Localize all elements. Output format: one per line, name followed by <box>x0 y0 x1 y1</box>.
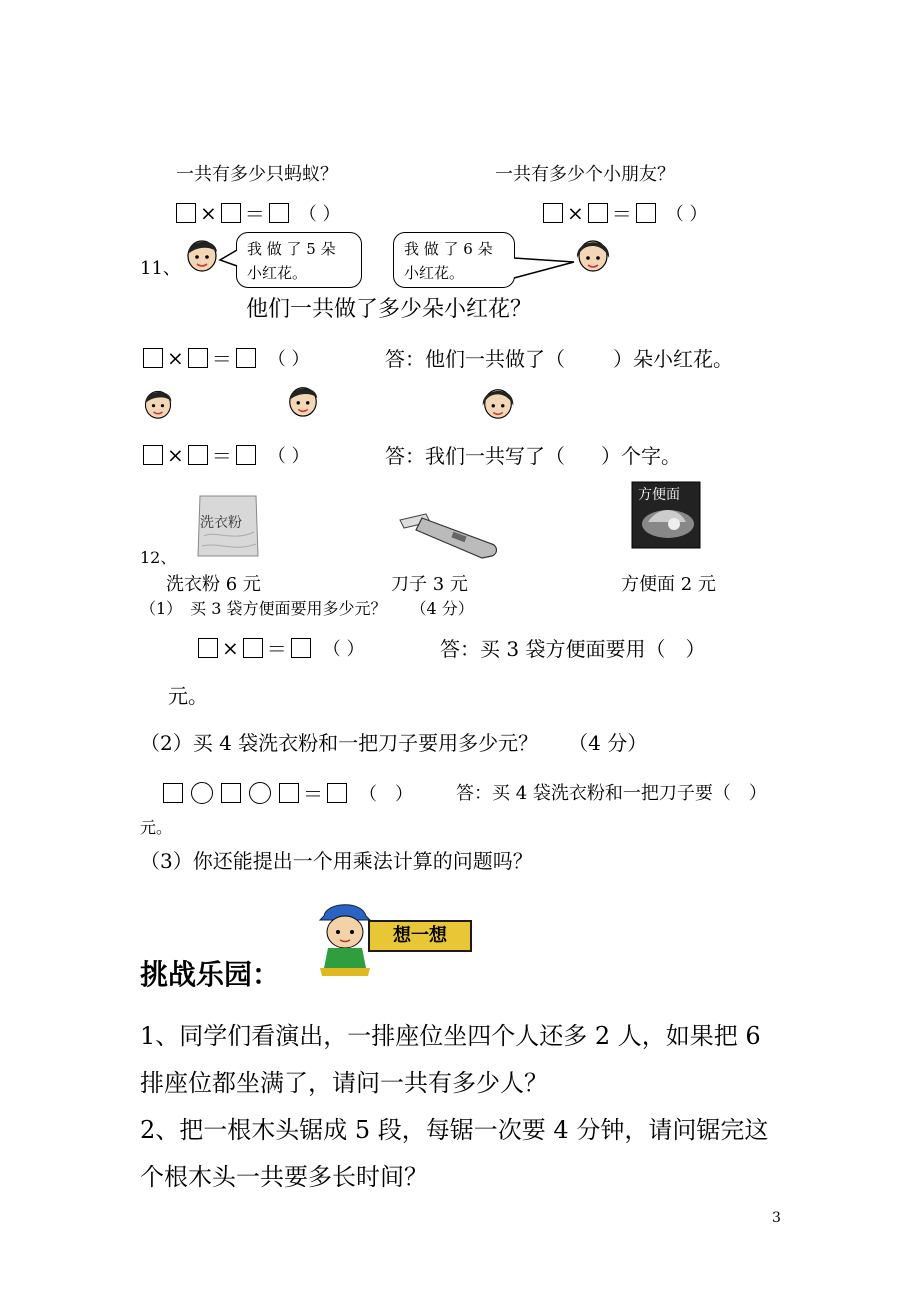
times-sign: × <box>567 200 584 225</box>
challenge-line-2: 排座位都坐满了，请问一共有多少人？ <box>140 1069 548 1097</box>
think-sign: 想一想 <box>368 920 472 952</box>
q10-right-question: 一共有多少个小朋友？ <box>495 164 675 185</box>
challenge-line-4: 个根木头一共要多长时间？ <box>140 1163 428 1191</box>
q12-answer-2: 答：买 4 袋洗衣粉和一把刀子要（ ） <box>456 783 767 804</box>
answer-box[interactable] <box>236 445 256 465</box>
equals-sign: ＝ <box>244 202 265 226</box>
answer-box[interactable] <box>588 203 608 223</box>
bubble-line: 小红花。 <box>247 264 308 282</box>
equals-sign: ＝ <box>611 202 632 226</box>
bubble-line: 小红花。 <box>404 264 465 282</box>
q11-number: 11、 <box>140 258 181 279</box>
times-sign: × <box>200 200 217 225</box>
q12-part3: （3）你还能提出一个用乘法计算的问题吗？ <box>140 849 533 873</box>
answer-box[interactable] <box>163 783 183 803</box>
answer-box[interactable] <box>143 348 163 368</box>
answer-box[interactable] <box>279 783 299 803</box>
girl-icon <box>573 234 613 274</box>
answer-box[interactable] <box>221 203 241 223</box>
q12-part2: （2）买 4 袋洗衣粉和一把刀子要用多少元？ （4 分） <box>140 731 648 755</box>
operator-circle[interactable] <box>249 782 271 804</box>
q12-number: 12、 <box>140 548 177 567</box>
answer-box[interactable] <box>543 203 563 223</box>
unit-paren[interactable]: （ ） <box>665 203 708 225</box>
item-label-noodles: 方便面 2 元 <box>621 574 716 595</box>
bubble-tail-left <box>218 248 242 270</box>
detergent-pack-text: 洗衣粉 <box>200 515 242 531</box>
q12-answer-1: 答：买 3 袋方便面要用（ ） <box>440 637 706 661</box>
equals-sign: ＝ <box>266 637 287 661</box>
times-sign: × <box>167 345 184 370</box>
boy-icon <box>285 380 321 420</box>
utility-knife-icon <box>396 508 502 562</box>
answer-suffix: ）朵小红花。 <box>613 347 733 371</box>
unit-paren[interactable]: （ ） <box>298 203 341 225</box>
item-label-knife: 刀子 3 元 <box>391 574 468 595</box>
q10-left-equation <box>176 198 341 227</box>
q11-equation-2 <box>143 440 310 469</box>
bubble-tail-right <box>512 248 578 282</box>
noodle-pack-text: 方便面 <box>638 487 680 503</box>
answer-prefix: 答：我们一共写了（ <box>385 444 565 468</box>
times-sign: × <box>167 442 184 467</box>
answer-prefix: 答：他们一共做了（ <box>385 347 565 371</box>
q10-left-question: 一共有多少只蚂蚁？ <box>176 164 338 185</box>
unit-paren[interactable]: （ ） <box>267 445 310 467</box>
answer-box[interactable] <box>143 445 163 465</box>
bubble-line: 我 做 了 6 朵 <box>404 240 493 258</box>
answer-box[interactable] <box>327 783 347 803</box>
boy-icon <box>141 384 175 422</box>
q10-right-equation <box>543 198 708 227</box>
q11-answer-1 <box>385 343 733 372</box>
q11-question: 他们一共做了多少朵小红花？ <box>246 297 533 322</box>
operator-circle[interactable] <box>191 782 213 804</box>
speech-bubble-left <box>236 232 362 288</box>
equals-sign: ＝ <box>303 782 323 806</box>
answer-box[interactable] <box>188 445 208 465</box>
answer-suffix: ）个字。 <box>601 444 681 468</box>
answer-box[interactable] <box>236 348 256 368</box>
answer-box[interactable] <box>291 638 311 658</box>
q12-equation-1 <box>198 633 365 662</box>
times-sign: × <box>222 635 239 660</box>
answer-box[interactable] <box>188 348 208 368</box>
q11-equation-1 <box>143 343 310 372</box>
answer-box[interactable] <box>243 638 263 658</box>
answer-box[interactable] <box>269 203 289 223</box>
equals-sign: ＝ <box>211 444 232 468</box>
item-label-detergent: 洗衣粉 6 元 <box>166 574 261 595</box>
answer-box[interactable] <box>221 783 241 803</box>
answer-box[interactable] <box>198 638 218 658</box>
challenge-line-3: 2、把一根木头锯成 5 段，每锯一次要 4 分钟，请问锯完这 <box>140 1116 769 1144</box>
q12-answer-1-unit: 元。 <box>168 684 208 708</box>
boy-icon <box>183 234 221 274</box>
unit-paren[interactable]: （ ） <box>322 638 365 660</box>
speech-bubble-right <box>393 232 515 288</box>
unit-paren[interactable]: （ ） <box>267 348 310 370</box>
challenge-title: 挑战乐园： <box>140 958 281 991</box>
bubble-line: 我 做 了 5 朵 <box>247 240 336 258</box>
page-number: 3 <box>772 1210 781 1226</box>
q12-part1: （1） 买 3 袋方便面要用多少元？ （4 分） <box>140 599 474 618</box>
q11-answer-2 <box>385 440 681 469</box>
girl-icon <box>479 382 517 422</box>
equals-sign: ＝ <box>211 347 232 371</box>
q12-answer-2-unit: 元。 <box>140 818 173 837</box>
q12-equation-2 <box>163 778 413 807</box>
unit-paren[interactable]: （ ） <box>359 783 413 805</box>
challenge-line-1: 1、同学们看演出，一排座位坐四个人还多 2 人，如果把 6 <box>140 1022 761 1050</box>
answer-box[interactable] <box>176 203 196 223</box>
answer-box[interactable] <box>636 203 656 223</box>
